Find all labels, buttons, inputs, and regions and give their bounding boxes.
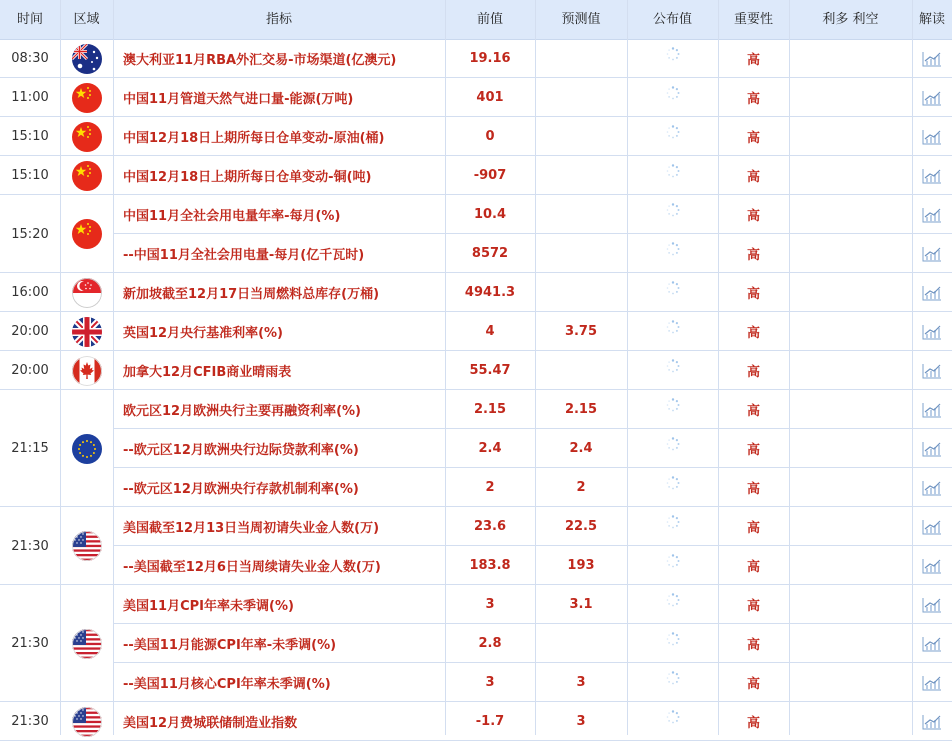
previous-value: -907 — [473, 168, 507, 183]
indicator-link[interactable]: 美国截至12月13日当周初请失业金人数(万) — [123, 521, 380, 536]
importance-value: 高 — [746, 482, 760, 497]
previous-value: 2 — [485, 480, 495, 495]
analysis-chart-button[interactable] — [912, 312, 952, 351]
bar-chart-icon — [922, 90, 942, 106]
column-divider — [113, 0, 114, 735]
indicator-link[interactable]: 美国11月CPI年率未季调(%) — [123, 599, 294, 614]
analysis-chart-button[interactable] — [912, 195, 952, 234]
loading-spinner-icon — [666, 213, 680, 217]
forecast-value: 2 — [576, 480, 586, 495]
column-divider — [912, 0, 913, 735]
region-cell — [60, 273, 113, 312]
loading-spinner-icon — [666, 642, 680, 646]
forecast-value — [535, 624, 627, 663]
indicator-link[interactable]: --美国截至12月6日当周续请失业金人数(万) — [123, 560, 381, 575]
impact-cell — [789, 507, 912, 546]
bar-chart-icon — [922, 168, 942, 184]
indicator-link[interactable]: --欧元区12月欧洲央行边际贷款利率(%) — [123, 443, 359, 458]
impact-cell — [789, 585, 912, 624]
bar-chart-icon — [922, 558, 942, 574]
impact-cell — [789, 39, 912, 78]
loading-spinner-icon — [666, 564, 680, 568]
previous-value: 55.47 — [469, 363, 511, 378]
impact-cell — [789, 468, 912, 507]
australia-flag-icon — [72, 44, 102, 74]
time-cell: 21:30 — [11, 538, 49, 554]
time-cell: 08:30 — [11, 51, 49, 66]
forecast-value: 3 — [576, 675, 586, 690]
importance-value: 高 — [746, 404, 760, 419]
actual-value-cell — [627, 234, 718, 273]
forecast-value: 2.15 — [564, 402, 598, 417]
forecast-value — [535, 78, 627, 117]
region-cell — [60, 117, 113, 156]
bar-chart-icon — [922, 714, 942, 730]
header-actual: 公布值 — [652, 12, 692, 27]
time-cell: 15:10 — [11, 129, 49, 144]
actual-value-cell — [627, 156, 718, 195]
loading-spinner-icon — [666, 252, 680, 256]
region-cell — [60, 702, 113, 741]
bar-chart-icon — [922, 324, 942, 340]
time-cell: 21:15 — [11, 441, 49, 456]
indicator-link[interactable]: 澳大利亚11月RBA外汇交易-市场渠道(亿澳元) — [123, 53, 397, 68]
previous-value: -1.7 — [475, 714, 505, 729]
indicator-link[interactable]: 美国12月费城联储制造业指数 — [123, 716, 298, 731]
actual-value-cell — [627, 312, 718, 351]
uk-flag-icon — [72, 317, 102, 347]
forecast-value: 193 — [567, 558, 595, 573]
china-flag-icon — [72, 161, 102, 191]
importance-value: 高 — [746, 170, 760, 185]
bar-chart-icon — [922, 519, 942, 535]
impact-cell — [789, 78, 912, 117]
bar-chart-icon — [922, 402, 942, 418]
forecast-value: 3.1 — [569, 597, 593, 612]
bar-chart-icon — [922, 636, 942, 652]
forecast-value: 22.5 — [564, 519, 598, 534]
header-impact: 利多 利空 — [822, 12, 879, 27]
analysis-chart-button[interactable] — [912, 117, 952, 156]
analysis-chart-button[interactable] — [912, 663, 952, 702]
loading-spinner-icon — [666, 486, 680, 490]
previous-value: 2.8 — [478, 636, 502, 651]
loading-spinner-icon — [666, 57, 680, 61]
bar-chart-icon — [922, 129, 942, 145]
importance-value: 高 — [746, 560, 760, 575]
loading-spinner-icon — [666, 96, 680, 100]
impact-cell — [789, 663, 912, 702]
time-cell: 11:00 — [11, 90, 49, 105]
usa-flag-icon — [72, 531, 102, 561]
actual-value-cell — [627, 702, 718, 741]
china-flag-icon — [72, 219, 102, 249]
importance-value: 高 — [746, 677, 760, 692]
actual-value-cell — [627, 117, 718, 156]
importance-value: 高 — [746, 53, 760, 68]
loading-spinner-icon — [666, 135, 680, 139]
indicator-link[interactable]: --中国11月全社会用电量-每月(亿千瓦时) — [123, 248, 365, 263]
forecast-value: 2.4 — [569, 441, 593, 456]
analysis-chart-button[interactable] — [912, 468, 952, 507]
importance-value: 高 — [746, 599, 760, 614]
previous-value: 183.8 — [469, 558, 511, 573]
previous-value: 4 — [485, 324, 495, 339]
bar-chart-icon — [922, 51, 942, 67]
bar-chart-icon — [922, 441, 942, 457]
loading-spinner-icon — [666, 369, 680, 373]
importance-value: 高 — [746, 521, 760, 536]
header-analysis: 解读 — [918, 12, 945, 27]
loading-spinner-icon — [666, 525, 680, 529]
previous-value: 3 — [485, 597, 495, 612]
forecast-value: 3.75 — [564, 324, 598, 339]
impact-cell — [789, 234, 912, 273]
bar-chart-icon — [922, 363, 942, 379]
analysis-chart-button[interactable] — [912, 624, 952, 663]
actual-value-cell — [627, 390, 718, 429]
time-cell: 21:30 — [11, 714, 49, 729]
previous-value: 0 — [485, 129, 495, 144]
china-flag-icon — [72, 83, 102, 113]
actual-value-cell — [627, 585, 718, 624]
column-divider — [445, 0, 446, 735]
analysis-chart-button[interactable] — [912, 702, 952, 741]
analysis-chart-button[interactable] — [912, 390, 952, 429]
forecast-value: 3 — [576, 714, 586, 729]
forecast-value — [535, 39, 627, 78]
column-divider — [718, 0, 719, 735]
region-cell — [60, 195, 113, 273]
bar-chart-icon — [922, 480, 942, 496]
usa-flag-icon — [72, 629, 102, 659]
impact-cell — [789, 429, 912, 468]
impact-cell — [789, 273, 912, 312]
impact-cell — [789, 390, 912, 429]
indicator-link[interactable]: 中国11月管道天然气进口量-能源(万吨) — [123, 92, 354, 107]
bar-chart-icon — [922, 597, 942, 613]
region-cell — [60, 156, 113, 195]
bar-chart-icon — [922, 675, 942, 691]
impact-cell — [789, 702, 912, 741]
impact-cell — [789, 156, 912, 195]
analysis-chart-button[interactable] — [912, 273, 952, 312]
actual-value-cell — [627, 546, 718, 585]
importance-value: 高 — [746, 131, 760, 146]
bar-chart-icon — [922, 285, 942, 301]
previous-value: 23.6 — [473, 519, 507, 534]
region-cell — [60, 78, 113, 117]
actual-value-cell — [627, 507, 718, 546]
actual-value-cell — [627, 663, 718, 702]
time-cell: 15:10 — [11, 168, 49, 183]
indicator-link[interactable]: 新加坡截至12月17日当周燃料总库存(万桶) — [123, 287, 380, 302]
previous-value: 2.4 — [478, 441, 502, 456]
importance-value: 高 — [746, 287, 760, 302]
analysis-chart-button[interactable] — [912, 585, 952, 624]
impact-cell — [789, 624, 912, 663]
actual-value-cell — [627, 78, 718, 117]
analysis-chart-button[interactable] — [912, 351, 952, 390]
analysis-chart-button[interactable] — [912, 429, 952, 468]
column-divider — [789, 0, 790, 735]
importance-value: 高 — [746, 248, 760, 263]
region-cell — [60, 351, 113, 390]
impact-cell — [789, 546, 912, 585]
indicator-link[interactable]: 加拿大12月CFIB商业晴雨表 — [123, 365, 292, 380]
actual-value-cell — [627, 351, 718, 390]
column-divider — [60, 0, 61, 735]
importance-value: 高 — [746, 716, 760, 731]
actual-value-cell — [627, 273, 718, 312]
previous-value: 2.15 — [473, 402, 507, 417]
loading-spinner-icon — [666, 291, 680, 295]
indicator-link[interactable]: 欧元区12月欧洲央行主要再融资利率(%) — [123, 404, 361, 419]
header-time: 时间 — [16, 12, 43, 27]
region-cell — [60, 390, 113, 507]
importance-value: 高 — [746, 326, 760, 341]
analysis-chart-button[interactable] — [912, 78, 952, 117]
indicator-link[interactable]: 中国12月18日上期所每日仓单变动-原油(桶) — [123, 131, 385, 146]
forecast-value — [535, 195, 627, 234]
importance-value: 高 — [746, 638, 760, 653]
indicator-link[interactable]: --欧元区12月欧洲央行存款机制利率(%) — [123, 482, 359, 497]
indicator-link[interactable]: 英国12月央行基准利率(%) — [123, 326, 283, 341]
previous-value: 19.16 — [469, 51, 511, 66]
indicator-link[interactable]: 中国11月全社会用电量年率-每月(%) — [123, 209, 341, 224]
indicator-link[interactable]: --美国11月能源CPI年率-未季调(%) — [123, 638, 337, 653]
header-indicator: 指标 — [265, 12, 292, 27]
previous-value: 10.4 — [473, 207, 507, 222]
forecast-value — [535, 117, 627, 156]
region-cell — [60, 507, 113, 585]
time-cell: 20:00 — [11, 363, 49, 378]
header-forecast: 预测值 — [561, 12, 601, 27]
actual-value-cell — [627, 624, 718, 663]
forecast-value — [535, 156, 627, 195]
importance-value: 高 — [746, 209, 760, 224]
impact-cell — [789, 117, 912, 156]
region-cell — [60, 585, 113, 702]
loading-spinner-icon — [666, 408, 680, 412]
header-region: 区域 — [73, 12, 100, 27]
previous-value: 4941.3 — [464, 285, 516, 300]
loading-spinner-icon — [666, 681, 680, 685]
bar-chart-icon — [922, 246, 942, 262]
column-divider — [535, 0, 536, 735]
china-flag-icon — [72, 122, 102, 152]
analysis-chart-button[interactable] — [912, 39, 952, 78]
time-cell: 15:20 — [11, 226, 49, 242]
column-divider — [627, 0, 628, 735]
previous-value: 8572 — [471, 246, 509, 261]
canada-flag-icon — [72, 356, 102, 386]
table-header — [0, 0, 952, 40]
usa-flag-icon — [72, 707, 102, 737]
forecast-value — [535, 351, 627, 390]
header-importance: 重要性 — [733, 12, 773, 27]
loading-spinner-icon — [666, 603, 680, 607]
analysis-chart-button[interactable] — [912, 234, 952, 273]
indicator-link[interactable]: --美国11月核心CPI年率未季调(%) — [123, 677, 331, 692]
time-cell: 20:00 — [11, 324, 49, 339]
header-previous: 前值 — [476, 12, 503, 27]
actual-value-cell — [627, 39, 718, 78]
analysis-chart-button[interactable] — [912, 507, 952, 546]
impact-cell — [789, 351, 912, 390]
loading-spinner-icon — [666, 447, 680, 451]
indicator-link[interactable]: 中国12月18日上期所每日仓单变动-铜(吨) — [123, 170, 372, 185]
impact-cell — [789, 312, 912, 351]
loading-spinner-icon — [666, 330, 680, 334]
importance-value: 高 — [746, 92, 760, 107]
time-cell: 16:00 — [11, 285, 49, 300]
loading-spinner-icon — [666, 174, 680, 178]
loading-spinner-icon — [666, 720, 680, 724]
importance-value: 高 — [746, 443, 760, 458]
analysis-chart-button[interactable] — [912, 546, 952, 585]
forecast-value — [535, 234, 627, 273]
previous-value: 401 — [476, 90, 504, 105]
importance-value: 高 — [746, 365, 760, 380]
actual-value-cell — [627, 429, 718, 468]
singapore-flag-icon — [72, 278, 102, 308]
region-cell — [60, 39, 113, 78]
actual-value-cell — [627, 195, 718, 234]
region-cell — [60, 312, 113, 351]
impact-cell — [789, 195, 912, 234]
eu-flag-icon — [72, 434, 102, 464]
time-cell: 21:30 — [11, 636, 49, 651]
forecast-value — [535, 273, 627, 312]
previous-value: 3 — [485, 675, 495, 690]
bar-chart-icon — [922, 207, 942, 223]
analysis-chart-button[interactable] — [912, 156, 952, 195]
actual-value-cell — [627, 468, 718, 507]
